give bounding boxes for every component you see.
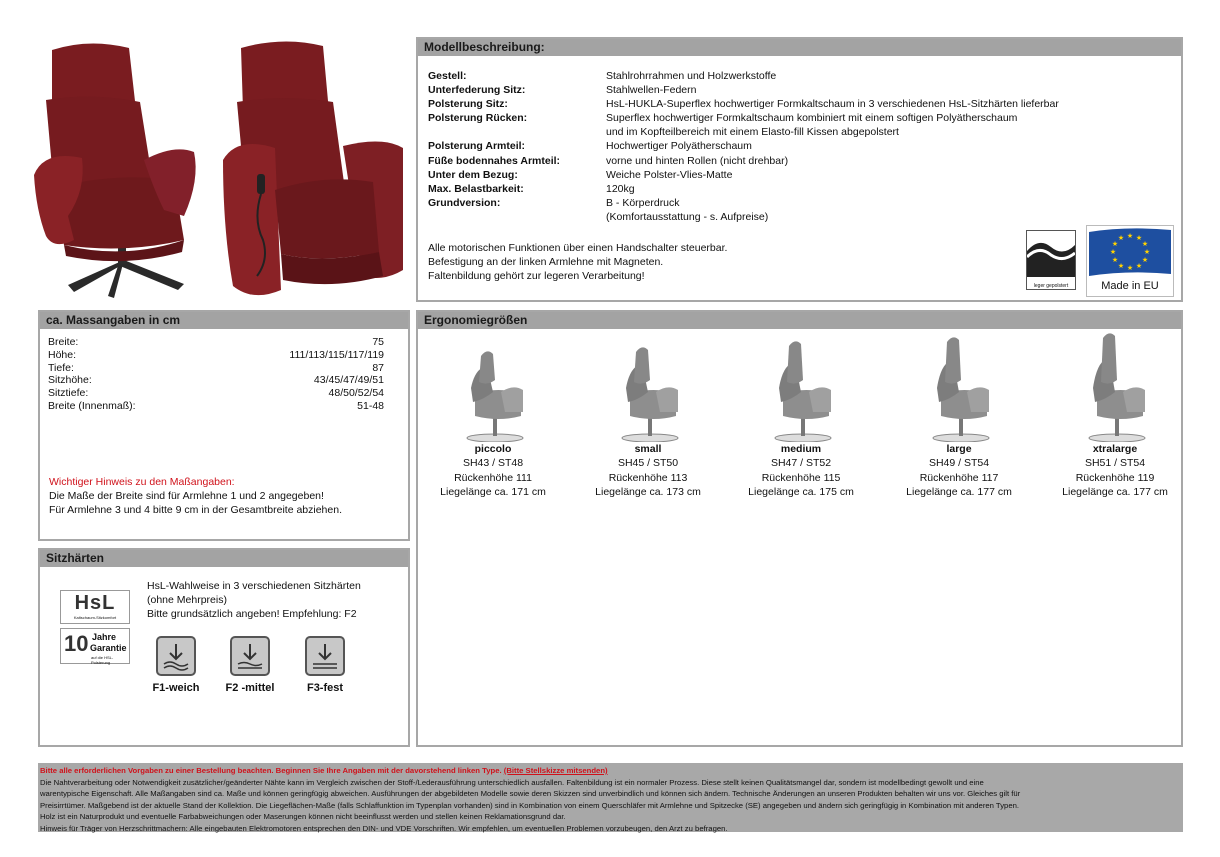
modell-value: und im Kopfteilbereich mit einem Elasto-fill Kissen abgepolstert: [606, 126, 899, 139]
modell-note: Alle motorischen Funktionen über einen Handschalter steuerbar.: [428, 242, 728, 254]
mass-title: ca. Massangaben in cm: [40, 312, 408, 329]
ergo-title: Ergonomiegrößen: [418, 312, 1181, 329]
ergo-length: Liegelänge ca. 171 cm: [440, 485, 546, 498]
mass-hint-line: Für Armlehne 3 und 4 bitte 9 cm in der Gesamtbreite abziehen.: [49, 504, 342, 516]
hardness-f3-icon[interactable]: [305, 636, 345, 676]
sitz-panel: [38, 548, 410, 747]
hardness-f3-label: F3-fest: [306, 682, 344, 694]
modell-label: Unterfederung Sitz:: [428, 84, 526, 97]
mass-row: [40, 349, 408, 362]
footer-warning: [40, 765, 1183, 777]
chair-icon: [919, 332, 999, 442]
mass-row: [40, 336, 408, 349]
svg-text:★: ★: [1143, 248, 1151, 256]
modell-row: [428, 182, 1166, 196]
ergo-name: large: [946, 443, 972, 455]
modell-row: [428, 168, 1166, 182]
mass-hint: [49, 475, 342, 517]
svg-text:★: ★: [1135, 262, 1143, 270]
modell-label: [428, 210, 606, 224]
chair-icon: [761, 332, 841, 442]
svg-text:★: ★: [1111, 240, 1119, 248]
chair-icon: [1075, 332, 1155, 442]
mass-label: Höhe:: [48, 348, 77, 361]
modell-value: vorne und hinten Rollen (nicht drehbar): [606, 154, 789, 167]
mass-row: [40, 374, 408, 387]
modell-label: Gestell:: [428, 70, 467, 82]
footer-line: warentypische Eigenschaft. Alle Maßangaben sind ca. Maße und können geringfügig abweichen. Ausführungen der abgebildeten Modelle sowie deren Skizzen sind unverbindlich und können sich ändern. Technische Änderungen an unseren Produkten behalten wir uns vor. Gleiches gilt für: [40, 789, 1021, 799]
garantie-number: 10: [64, 631, 89, 656]
ergo-name: xtralarge: [1092, 443, 1138, 455]
modell-value: Weiche Polster-Vlies-Matte: [606, 168, 733, 181]
ergo-length: Liegelänge ca. 177 cm: [906, 485, 1012, 498]
ergo-item: [884, 332, 1034, 499]
hardness-f1-label: F1-weich: [152, 682, 200, 694]
ergo-length: Liegelänge ca. 177 cm: [1062, 485, 1168, 498]
sitz-text-line: (ohne Mehrpreis): [147, 594, 227, 606]
modell-value: Superflex hochwertiger Formkaltschaum kombiniert mit einem softigen Polyätherschaum: [606, 112, 1018, 125]
modell-row: [428, 83, 1166, 97]
mass-label: Breite (Innenmaß):: [48, 399, 136, 412]
ergo-item: [573, 332, 723, 499]
footer-warning-link[interactable]: (Bitte Stellskizze mitsenden): [503, 766, 608, 775]
mass-panel: [38, 310, 410, 541]
svg-text:★: ★: [1117, 262, 1125, 270]
leger-badge: [1026, 230, 1076, 290]
svg-text:★: ★: [1141, 256, 1149, 264]
footer-line: Hinweis für Träger von Herzschrittmachern: Alle eingebauten Elektromotoren entsprechen den DIN- und VDE Vorschriften. Wir empfehlen, um eventuellen Problemen vorzubeugen, den Arzt zu befragen.: [40, 823, 728, 833]
ergo-item: [418, 332, 568, 499]
footer-line: Holz ist ein Naturprodukt und eventuelle Farbabweichungen oder Maserungen können nicht beeinflusst werden und stellen keinen Reklamationsgrund dar.: [40, 812, 566, 822]
modell-label: [428, 125, 606, 139]
sitz-text-line: Bitte grundsätzlich angeben! Empfehlung: F2: [147, 608, 357, 620]
mass-table: [40, 336, 408, 413]
hsl-logo-sub: Kaltschaum-Sitzkomfort: [73, 615, 117, 620]
ergo-back: Rückenhöhe 113: [608, 471, 688, 484]
modell-note: Faltenbildung gehört zur legeren Verarbeitung!: [428, 270, 645, 283]
modell-value: (Komfortausstattung - s. Aufpreise): [606, 210, 769, 223]
mass-label: Sitzhöhe:: [48, 374, 92, 387]
footer-warning-text: Bitte alle erforderlichen Vorgaben zu einer Bestellung beachten. Beginnen Sie Ihre Angaben mit der davorstehend linken Type.: [40, 766, 502, 775]
modell-value: Stahlwellen-Federn: [606, 84, 697, 97]
svg-text:★: ★: [1117, 234, 1125, 242]
modell-row: [428, 69, 1166, 83]
mass-label: Breite:: [48, 336, 79, 348]
footer-notes: [38, 763, 1183, 832]
footer-line: Die Nahtverarbeitung oder Notwendigkeit zusätzlicher/geänderter Nähte kann im Vergleich zwischen der Stoff-/Lederausführung unterschiedlich ausfallen. Faltenbildung ist ein normaler Prozess. Diese stellt keinen Qualitätsmangel dar, sondern ist modellbedingt gewollt und eine: [40, 777, 984, 787]
modell-label: Grundversion:: [428, 196, 501, 209]
mass-hint-line: Die Maße der Breite sind für Armlehne 1 und 2 angegeben!: [49, 490, 324, 502]
chair-photo-lift: [223, 40, 409, 302]
svg-text:★: ★: [1135, 234, 1143, 242]
modell-value: Hochwertiger Polyätherschaum: [606, 140, 752, 153]
mass-value: 75: [372, 336, 384, 348]
ergo-length: Liegelänge ca. 175 cm: [748, 485, 854, 498]
ergo-panel: [416, 310, 1183, 747]
modell-label: Polsterung Armteil:: [428, 140, 526, 153]
mass-row: [40, 387, 408, 400]
wave-icon: [1027, 231, 1075, 277]
modell-notes: [428, 241, 727, 283]
garantie-sub: auf die HSL-Polsterung: [91, 655, 114, 665]
modell-label: Füße bodennahes Armteil:: [428, 154, 561, 167]
ergo-length: Liegelänge ca. 173 cm: [595, 485, 701, 498]
garantie-label: Garantie: [90, 643, 127, 653]
modell-label: Max. Belastbarkeit:: [428, 182, 524, 195]
chair-icon: [453, 332, 533, 442]
footer-line: Preisirrtümer. Maßgebend ist der aktuelle Stand der Kollektion. Die Liegeflächen-Maße (falls Schlaffunktion im Typenplan vorhanden) sind in Kombination von einem Querschläfer mit Armlehne und Spitzecke (SE) angegeben und ändern sich geringfügig in Kombination mit anderen Typen.: [40, 800, 1020, 810]
mass-row: [40, 400, 408, 413]
ergo-sh: SH43 / ST48: [462, 457, 524, 470]
sitz-text: [147, 579, 361, 621]
chair-photo-swivel: [34, 40, 210, 302]
ergo-item: [726, 332, 876, 499]
ergo-back: Rückenhöhe 117: [919, 471, 999, 484]
modell-value: HsL-HUKLA-Superflex hochwertiger Formkaltschaum in 3 verschiedenen HsL-Sitzhärten lieferbar: [606, 98, 1059, 111]
modell-value: B - Körperdruck: [606, 196, 680, 209]
ergo-item: [1040, 332, 1190, 499]
sitz-text-line: HsL-Wahlweise in 3 verschiedenen Sitzhärten: [147, 580, 361, 592]
chair-icon: [608, 332, 688, 442]
svg-text:★: ★: [1109, 248, 1117, 256]
mass-hint-title: Wichtiger Hinweis zu den Maßangaben:: [49, 476, 235, 488]
ergo-back: Rückenhöhe 111: [454, 471, 532, 484]
mass-label: Tiefe:: [48, 361, 74, 374]
modell-row: [428, 139, 1166, 153]
ergo-back: Rückenhöhe 115: [761, 471, 841, 484]
mass-label: Sitztiefe:: [48, 387, 89, 400]
modell-row: [428, 125, 1166, 139]
svg-text:★: ★: [1126, 264, 1134, 272]
svg-text:★: ★: [1111, 256, 1119, 264]
modell-title: Modellbeschreibung:: [418, 39, 1181, 56]
modell-label: Polsterung Rücken:: [428, 112, 528, 125]
mass-row: [40, 362, 408, 375]
hardness-f1-icon[interactable]: [156, 636, 196, 676]
ergo-sh: SH49 / ST54: [928, 457, 990, 470]
modell-value: Stahlrohrrahmen und Holzwerkstoffe: [606, 70, 777, 82]
hardness-f2-icon[interactable]: [230, 636, 270, 676]
modell-panel: [416, 37, 1183, 302]
mass-value: 51-48: [357, 399, 384, 412]
ergo-name: medium: [780, 443, 822, 455]
mass-value: 87: [372, 361, 384, 374]
modell-table: [428, 69, 1166, 224]
modell-row: [428, 154, 1166, 168]
mass-value: 111/113/115/117/119: [289, 348, 384, 361]
ergo-sh: SH45 / ST50: [617, 457, 679, 470]
hsl-logo: [60, 590, 130, 624]
svg-text:★: ★: [1141, 240, 1149, 248]
mass-value: 43/45/47/49/51: [313, 374, 384, 387]
modell-row: [428, 210, 1166, 224]
modell-row: [428, 196, 1166, 210]
modell-row: [428, 97, 1166, 111]
eu-flag-icon: [1087, 226, 1173, 278]
garantie-logo: [60, 628, 130, 664]
garantie-jahre: Jahre: [92, 632, 117, 642]
modell-label: Unter dem Bezug:: [428, 168, 518, 181]
hsl-logo-text: HsL: [74, 592, 116, 614]
svg-text:★: ★: [1126, 232, 1134, 240]
modell-value: 120kg: [606, 182, 635, 195]
hardness-f2-label: F2 -mittel: [225, 682, 275, 694]
modell-row: [428, 111, 1166, 125]
eu-badge: [1086, 225, 1174, 297]
modell-label: Polsterung Sitz:: [428, 98, 508, 111]
eu-label: Made in EU: [1101, 280, 1159, 292]
sitz-title: Sitzhärten: [40, 550, 408, 567]
mass-value: 48/50/52/54: [328, 387, 384, 400]
ergo-sh: SH51 / ST54: [1084, 457, 1146, 470]
ergo-name: small: [634, 443, 662, 455]
ergo-name: piccolo: [474, 443, 512, 455]
ergo-sh: SH47 / ST52: [770, 457, 832, 470]
leger-label: leger gepolstert: [1033, 283, 1069, 289]
ergo-back: Rückenhöhe 119: [1075, 471, 1155, 484]
modell-note: Befestigung an der linken Armlehne mit Magneten.: [428, 256, 664, 269]
